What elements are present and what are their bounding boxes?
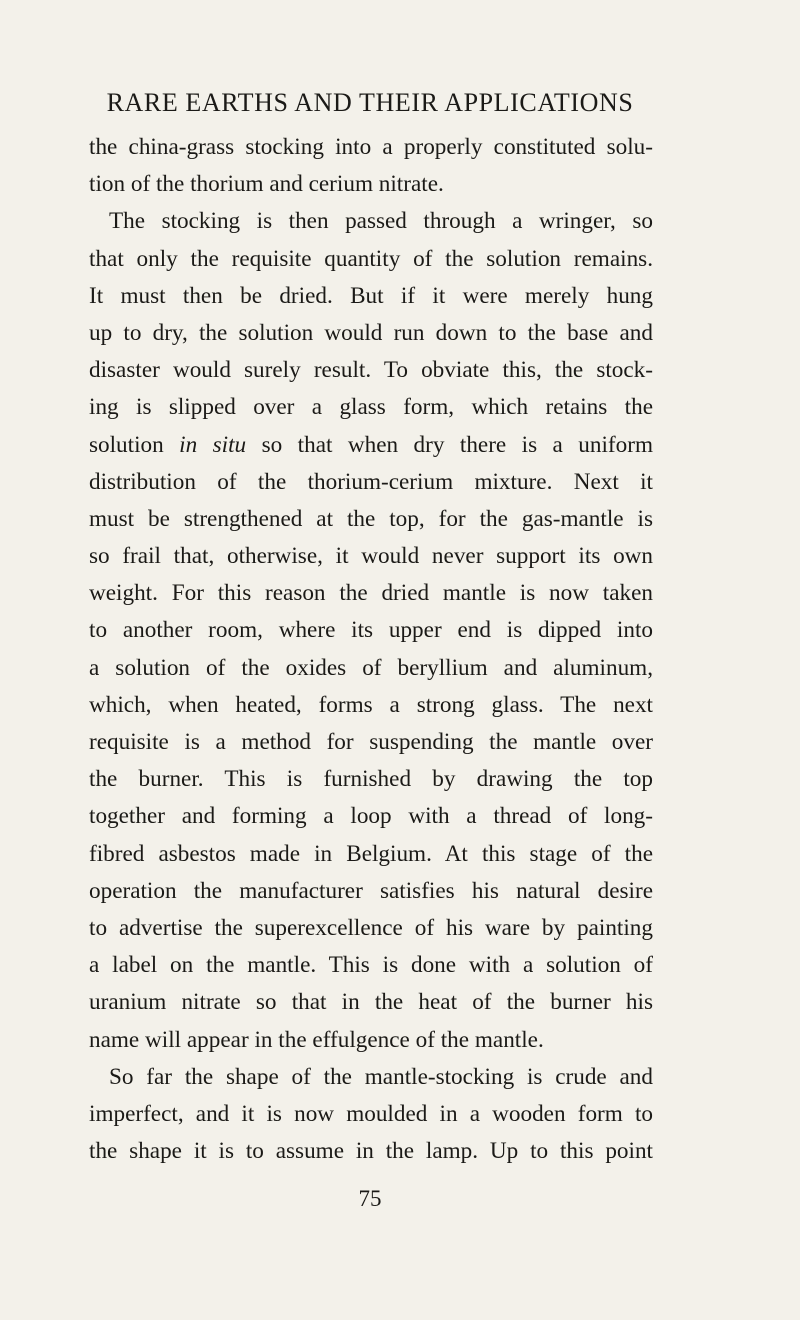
text-line: operation the manufacturer satisfies his natural desire	[89, 877, 653, 904]
text-segment: so that when dry there is a uniform	[246, 431, 653, 458]
text-line: ing is slipped over a glass form, which retains the	[89, 394, 653, 421]
text-line: that only the requisite quantity of the solution remains.	[89, 245, 653, 272]
text-line: The stocking is then passed through a wringer, so	[109, 208, 653, 235]
text-line: It must then be dried. But if it were merely hung	[89, 282, 653, 309]
text-line: the burner. This is furnished by drawing the top	[89, 766, 653, 793]
text-line: a label on the mantle. This is done with a solution of	[89, 952, 653, 979]
text-line: disaster would surely result. To obviate this, the stock-	[89, 357, 653, 384]
text-line: name will appear in the effulgence of the mantle.	[89, 1026, 544, 1053]
body-text	[89, 129, 653, 1170]
text-line: requisite is a method for suspending the mantle over	[89, 729, 653, 755]
text-line: imperfect, and it is now moulded in a wooden form to	[89, 1100, 653, 1127]
text-line: which, when heated, forms a strong glass. The next	[89, 691, 653, 718]
text-line: uranium nitrate so that in the heat of the burner his	[89, 989, 653, 1016]
text-segment: solution	[89, 431, 180, 458]
text-line: the shape it is to assume in the lamp. Up to this point	[89, 1138, 653, 1165]
text-line: distribution of the thorium-cerium mixture. Next it	[89, 468, 653, 495]
text-line: fibred asbestos made in Belgium. At this stage of the	[89, 840, 653, 867]
text-line: must be strengthened at the top, for the gas-mantle is	[89, 505, 653, 532]
italic-phrase: in situ	[179, 431, 247, 458]
text-line: the china-grass stocking into a properly constituted solu-	[89, 134, 653, 160]
running-head: RARE EARTHS AND THEIR APPLICATIONS	[106, 88, 634, 117]
text-line: weight. For this reason the dried mantle is now taken	[89, 580, 653, 607]
text-line: So far the shape of the mantle-stocking is crude and	[109, 1063, 653, 1090]
text-line: a solution of the oxides of beryllium and aluminum,	[89, 654, 653, 681]
text-line-with-italic	[89, 427, 653, 464]
text-line: to advertise the superexcellence of his ware by painting	[89, 914, 653, 941]
text-line: so frail that, otherwise, it would never support its own	[89, 543, 653, 570]
text-line: tion of the thorium and cerium nitrate.	[89, 171, 444, 198]
text-line: up to dry, the solution would run down to the base and	[89, 319, 653, 346]
page-number: 75	[358, 1186, 382, 1211]
text-line: together and forming a loop with a thread of long-	[89, 803, 653, 830]
text-line: to another room, where its upper end is dipped into	[89, 617, 653, 644]
